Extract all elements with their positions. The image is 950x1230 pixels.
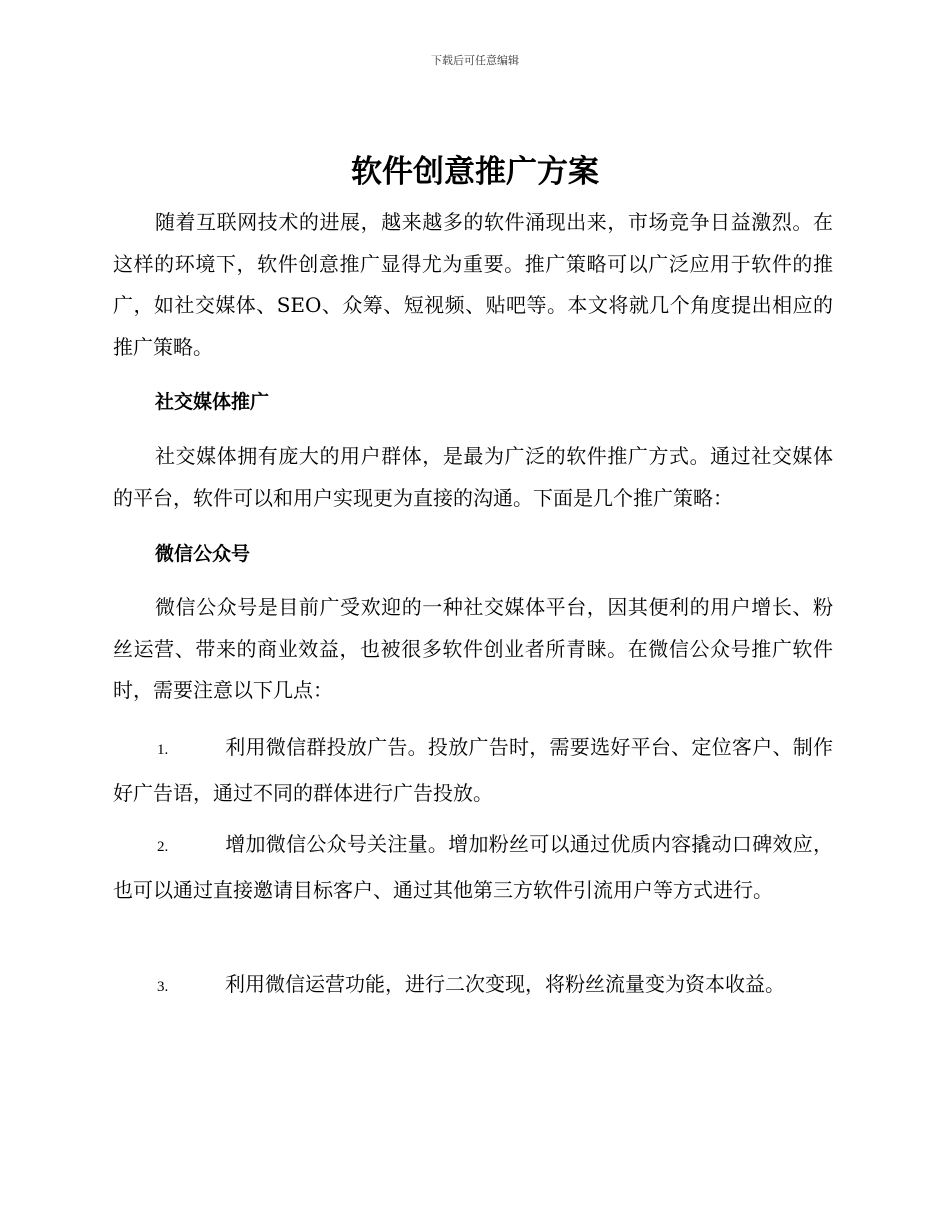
- document-title: 软件创意推广方案: [351, 154, 599, 190]
- section-heading-social-media: 社交媒体推广: [155, 391, 270, 413]
- list-item: [113, 963, 833, 1009]
- wechat-paragraph: 微信公众号是目前广受欢迎的一种社交媒体平台，因其便利的用户增长、粉丝运营、带来的商业效益，也被很多软件创业者所青睐。在微信公众号推广软件时，需要注意以下几点：: [113, 595, 833, 702]
- header-note: 下载后可任意编辑: [431, 54, 519, 67]
- list-item-text: 利用微信运营功能，进行二次变现，将粉丝流量变为资本收益。: [225, 972, 785, 996]
- intro-paragraph: 随着互联网技术的进展，越来越多的软件涌现出来，市场竞争日益激烈。在这样的环境下，软件创意推广显得尤为重要。推广策略可以广泛应用于软件的推广，如社交媒体、SEO、众筹、短视频、贴吧等。本文将就几个角度提出相应的推广策略。: [113, 210, 833, 359]
- social-media-paragraph: 社交媒体拥有庞大的用户群体，是最为广泛的软件推广方式。通过社交媒体的平台，软件可以和用户实现更为直接的沟通。下面是几个推广策略：: [113, 444, 833, 510]
- list-item: [113, 823, 833, 912]
- list-item-text: 利用微信群投放广告。投放广告时，需要选好平台、定位客户、制作好广告语，通过不同的群体进行广告投放。: [113, 735, 833, 805]
- list-item-number: 3.: [157, 979, 169, 995]
- list-item-text: 增加微信公众号关注量。增加粉丝可以通过优质内容撬动口碑效应，也可以通过直接邀请目标客户、通过其他第三方软件引流用户等方式进行。: [113, 832, 833, 902]
- list-item-number: 2.: [157, 839, 169, 855]
- list-item: [113, 726, 833, 815]
- list-item-number: 1.: [157, 742, 169, 758]
- section-heading-wechat: 微信公众号: [155, 543, 251, 565]
